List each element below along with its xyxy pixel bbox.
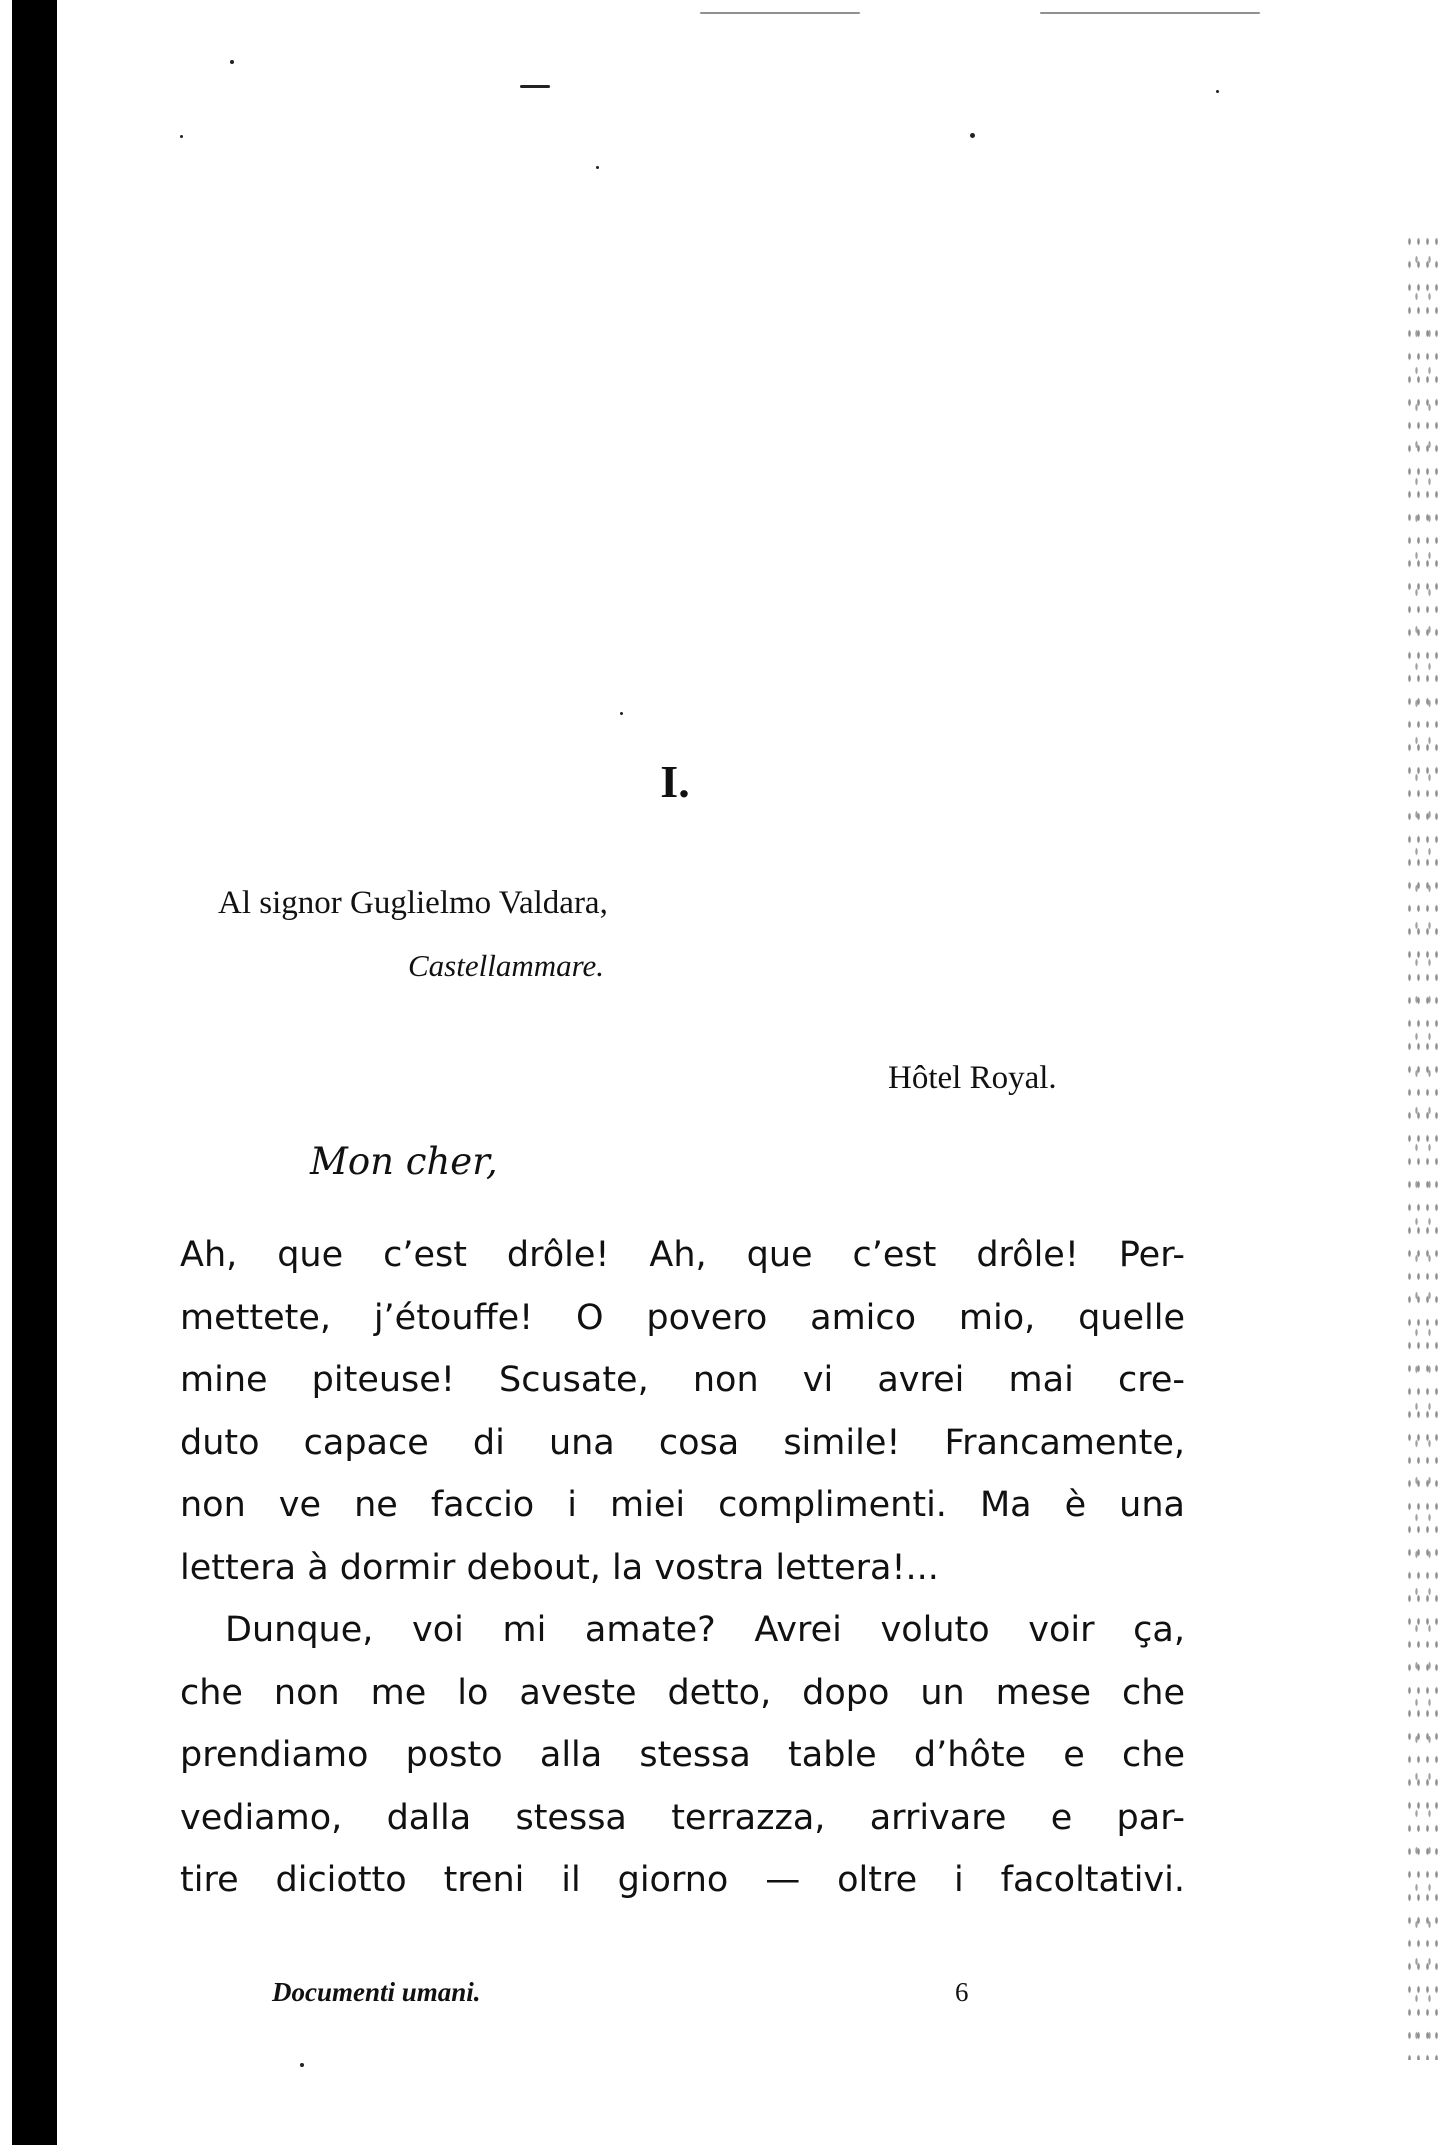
- scan-speck: [180, 135, 183, 138]
- scan-speck: [700, 12, 860, 14]
- body-line: mettete, j’étouffe! O povero amico mio, quelle: [180, 1297, 1185, 1338]
- body-line: tire diciotto treni il giorno — oltre i facoltativi.: [180, 1860, 1185, 1900]
- page-binding-edge: [12, 0, 57, 2145]
- body-line: lettera à dormir debout, la vostra lettera!...: [180, 1547, 939, 1588]
- letter-body: [180, 1224, 1185, 1912]
- body-line: Dunque, voi mi amate? Avrei voluto voir ça,: [225, 1610, 1185, 1650]
- scan-speck: [596, 166, 599, 169]
- page-edge-noise: [1405, 230, 1439, 2060]
- scan-speck: [1040, 12, 1260, 14]
- scan-speck: [300, 2063, 304, 2067]
- footer-book-title: Documenti umani.: [272, 1977, 481, 2007]
- letter-addressee: Al signor Guglielmo Valdara,: [218, 885, 608, 921]
- body-line: non ve ne faccio i miei complimenti. Ma è una: [180, 1485, 1185, 1525]
- scan-speck: [620, 712, 623, 715]
- body-line: mine piteuse! Scusate, non vi avrei mai cre-: [180, 1360, 1185, 1400]
- scan-speck: [230, 60, 234, 64]
- letter-sender-location: Hôtel Royal.: [888, 1060, 1057, 1096]
- body-line: vediamo, dalla stessa terrazza, arrivare e par-: [180, 1797, 1185, 1838]
- footer-signature-mark: 6: [955, 1977, 969, 2007]
- body-line: che non me lo aveste detto, dopo un mese che: [180, 1672, 1185, 1713]
- chapter-number: I.: [660, 756, 690, 807]
- scan-speck: [1216, 90, 1219, 93]
- scan-speck: [970, 133, 975, 138]
- letter-salutation: Mon cher,: [310, 1140, 498, 1183]
- body-line: Ah, que c’est drôle! Ah, que c’est drôle! Per-: [180, 1235, 1185, 1275]
- scan-speck: [520, 85, 550, 88]
- letter-address-place: Castellammare.: [408, 948, 605, 983]
- body-line: prendiamo posto alla stessa table d’hôte e che: [180, 1735, 1185, 1775]
- body-line: duto capace di una cosa simile! Francamente,: [180, 1422, 1185, 1463]
